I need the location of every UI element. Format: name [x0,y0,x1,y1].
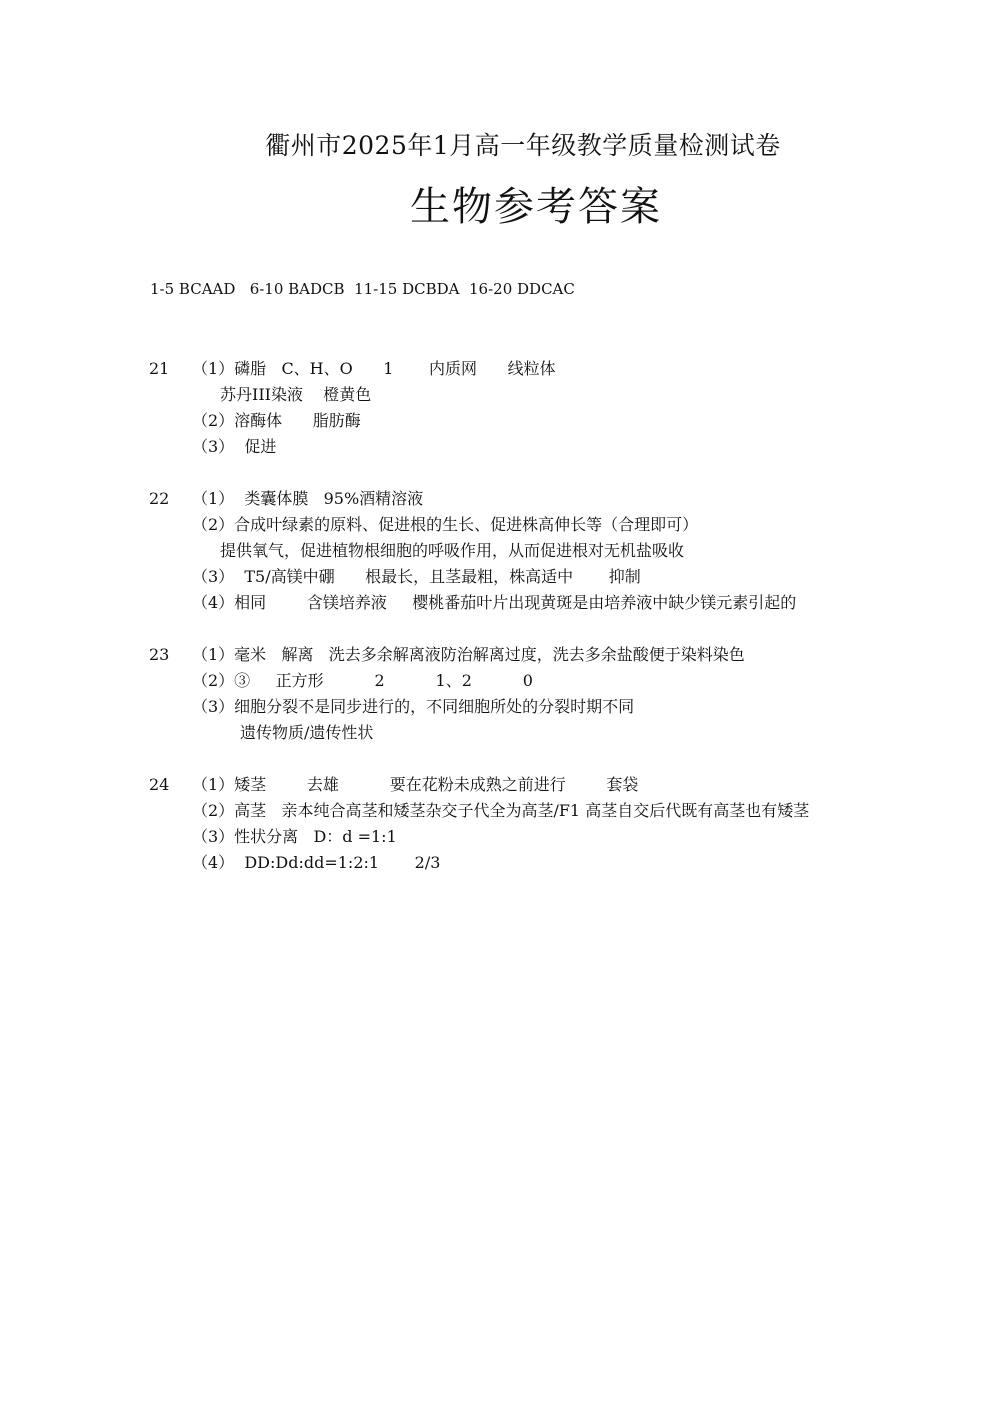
question-24-line-4: （4） DD:Dd:dd=1:2:1 2/3 [192,853,441,872]
question-23-number: 23 [149,645,170,664]
question-22-number: 22 [149,489,170,508]
question-21-line-1: （1）磷脂 C、H、O 1 内质网 线粒体 [192,359,556,378]
question-23-line-2: （2）③ 正方形 2 1、2 0 [192,671,533,690]
question-21-number: 21 [149,359,170,378]
question-22-line-5: （4）相同 含镁培养液 樱桃番茄叶片出现黄斑是由培养液中缺少镁元素引起的 [192,593,797,612]
question-24-line-1: （1）矮茎 去雄 要在花粉未成熟之前进行 套袋 [192,775,639,794]
question-24-number: 24 [149,775,170,794]
question-21-line-2: 苏丹III染液 橙黄色 [220,385,372,404]
exam-subtitle: 衢州市2025年1月高一年级教学质量检测试卷 [265,131,781,160]
question-22-line-2: （2）合成叶绿素的原料、促进根的生长、促进株高伸长等（合理即可） [192,515,699,534]
question-21-line-3: （2）溶酶体 脂肪酶 [192,411,361,430]
page-title: 生物参考答案 [410,184,662,230]
question-21-line-4: （3） 促进 [192,437,277,456]
question-24-line-3: （3）性状分离 D：d =1:1 [192,827,397,846]
question-22-line-1: （1） 类囊体膜 95%酒精溶液 [192,489,424,508]
question-24-line-2: （2）高茎 亲本纯合高茎和矮茎杂交子代全为高茎/F1 高茎自交后代既有高茎也有矮茎 [192,801,810,820]
multiple-choice-answers: 1-5 BCAAD 6-10 BADCB 11-15 DCBDA 16-20 DDCAC [150,280,575,298]
question-23-line-3: （3）细胞分裂不是同步进行的，不同细胞所处的分裂时期不同 [192,697,635,716]
question-22-line-4: （3） T5/高镁中硼 根最长，且茎最粗，株高适中 抑制 [192,567,641,586]
question-23-line-4: 遗传物质/遗传性状 [240,723,374,742]
question-23-line-1: （1）毫米 解离 洗去多余解离液防治解离过度，洗去多余盐酸便于染料染色 [192,645,745,664]
question-22-line-3: 提供氧气，促进植物根细胞的呼吸作用，从而促进根对无机盐吸收 [220,541,685,560]
